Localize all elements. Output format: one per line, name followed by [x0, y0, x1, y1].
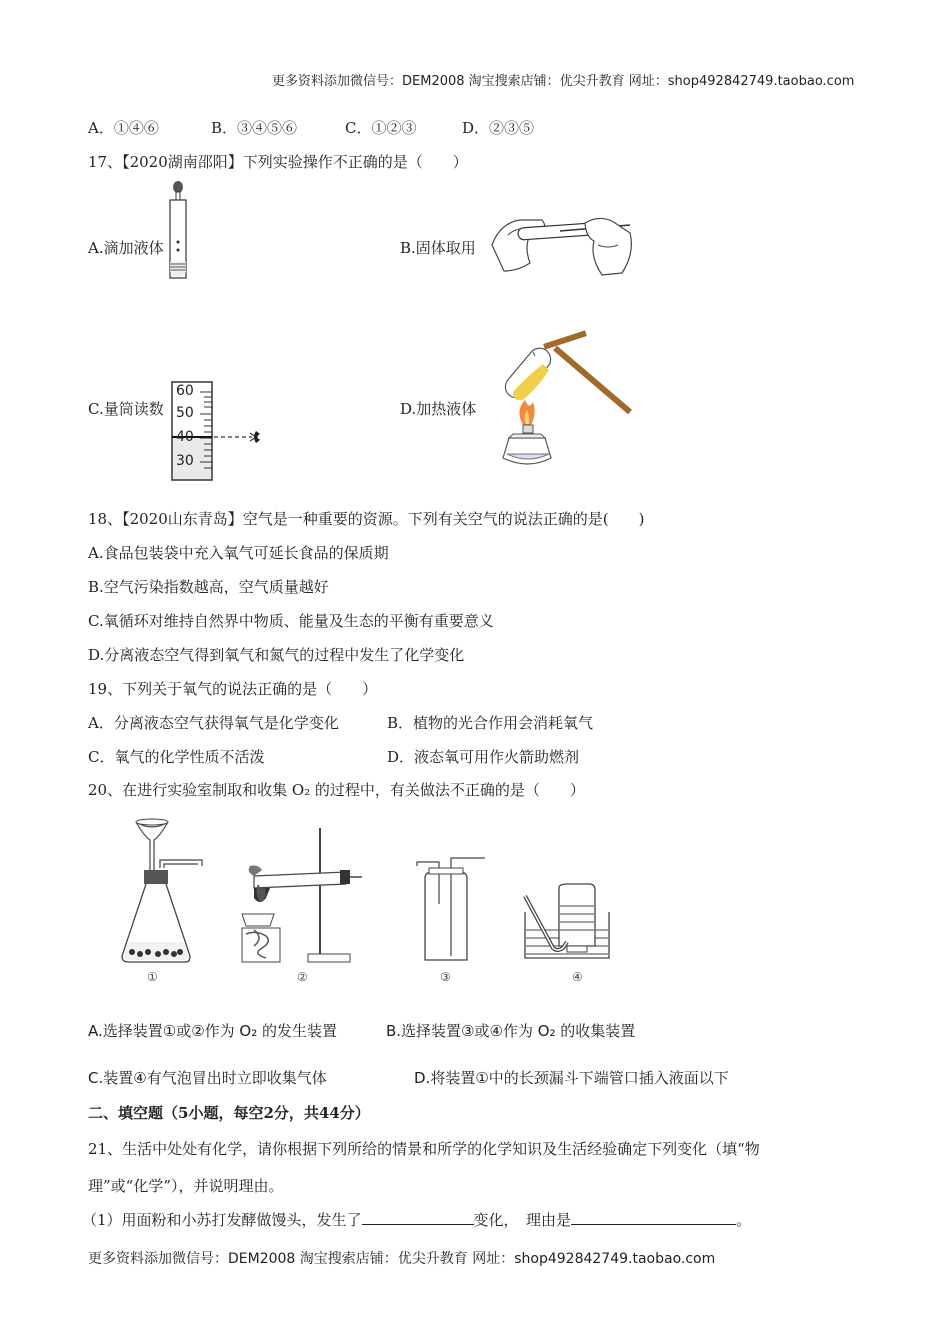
- q21-part1-middle: 变化， 理由是: [473, 1211, 572, 1229]
- q20-option-c: C.装置④有气泡冒出时立即收集气体: [88, 1069, 327, 1087]
- q20-option-a: A.选择装置①或②作为 O₂ 的发生装置: [88, 1022, 338, 1040]
- q21-answer-blank-1[interactable]: [362, 1210, 474, 1225]
- q21-part1-prefix: （1）用面粉和小苏打发酵做馒头，发生了: [82, 1211, 362, 1229]
- q20-stem: 20、在进行实验室制取和收集 O₂ 的过程中，有关做法不正确的是（ ）: [88, 781, 585, 799]
- apparatus-3-gas-bottle: [415, 864, 490, 964]
- q21-answer-blank-2[interactable]: [571, 1210, 736, 1225]
- section-2-title: 二、填空题（5小题，每空2分，共44分）: [88, 1104, 370, 1122]
- apparatus-1-label: ①: [147, 970, 158, 984]
- dropper-test-tube-illustration: [165, 180, 195, 285]
- cylinder-tick-50: 50: [176, 405, 194, 421]
- q17-option-c: C.量筒读数: [88, 400, 164, 418]
- q18-stem: 18、【2020山东青岛】空气是一种重要的资源。下列有关空气的说法正确的是( ): [88, 510, 645, 528]
- q19-option-d: D．液态氧可用作火箭助燃剂: [387, 748, 580, 766]
- q16-option-b: B．③④⑤⑥: [211, 119, 298, 137]
- q18-option-a: A.食品包装袋中充入氧气可延长食品的保质期: [88, 544, 389, 562]
- q19-option-a: A．分离液态空气获得氧气是化学变化: [88, 714, 339, 732]
- apparatus-2-heating-stand: [240, 826, 365, 966]
- q21-stem-line2: 理”或“化学”），并说明理由。: [88, 1177, 284, 1195]
- q16-option-d: D．②③⑤: [462, 119, 535, 137]
- q17-option-b: B.固体取用: [400, 239, 476, 257]
- apparatus-1-flask-funnel: [118, 818, 208, 968]
- apparatus-2-label: ②: [297, 970, 308, 984]
- q21-stem-line1: 21、生活中处处有化学，请你根据下列所给的情景和所学的化学知识及生活经验确定下列变化（填“物: [88, 1140, 760, 1158]
- q21-part1-end: 。: [736, 1211, 752, 1229]
- page-footer: 更多资料添加微信号：DEM2008 淘宝搜索店铺：优尖升教育 网址：shop492842749.taobao.com: [88, 1251, 716, 1267]
- apparatus-3-label: ③: [440, 970, 451, 984]
- heating-liquid-illustration: [495, 330, 640, 475]
- apparatus-4-water-trough: [523, 886, 613, 966]
- hands-solid-sampling-illustration: [490, 205, 635, 280]
- q18-option-c: C.氧循环对维持自然界中物质、能量及生态的平衡有重要意义: [88, 612, 494, 630]
- q20-option-d: D.将装置①中的长颈漏斗下端管口插入液面以下: [414, 1069, 729, 1087]
- page-header: 更多资料添加微信号：DEM2008 淘宝搜索店铺：优尖升教育 网址：shop492842749.taobao.com: [272, 74, 855, 89]
- q19-option-b: B．植物的光合作用会消耗氧气: [387, 714, 594, 732]
- q18-option-b: B.空气污染指数越高，空气质量越好: [88, 578, 329, 596]
- q18-option-d: D.分离液态空气得到氧气和氮气的过程中发生了化学变化: [88, 646, 465, 664]
- q16-option-c: C．①②③: [345, 119, 417, 137]
- apparatus-4-label: ④: [572, 970, 583, 984]
- q17-option-d: D.加热液体: [400, 400, 477, 418]
- q17-stem: 17、【2020湖南邵阳】下列实验操作不正确的是（ ）: [88, 153, 468, 171]
- q20-option-b: B.选择装置③或④作为 O₂ 的收集装置: [386, 1022, 636, 1040]
- cylinder-tick-30: 30: [176, 453, 194, 469]
- q17-option-a: A.滴加液体: [88, 239, 164, 257]
- cylinder-tick-40: 40: [176, 429, 194, 445]
- q19-option-c: C．氧气的化学性质不活泼: [88, 748, 265, 766]
- cylinder-tick-60: 60: [176, 383, 194, 399]
- q21-part1: [82, 1209, 751, 1230]
- q19-stem: 19、下列关于氧气的说法正确的是（ ）: [88, 680, 378, 698]
- q16-option-a: A．①④⑥: [88, 119, 159, 137]
